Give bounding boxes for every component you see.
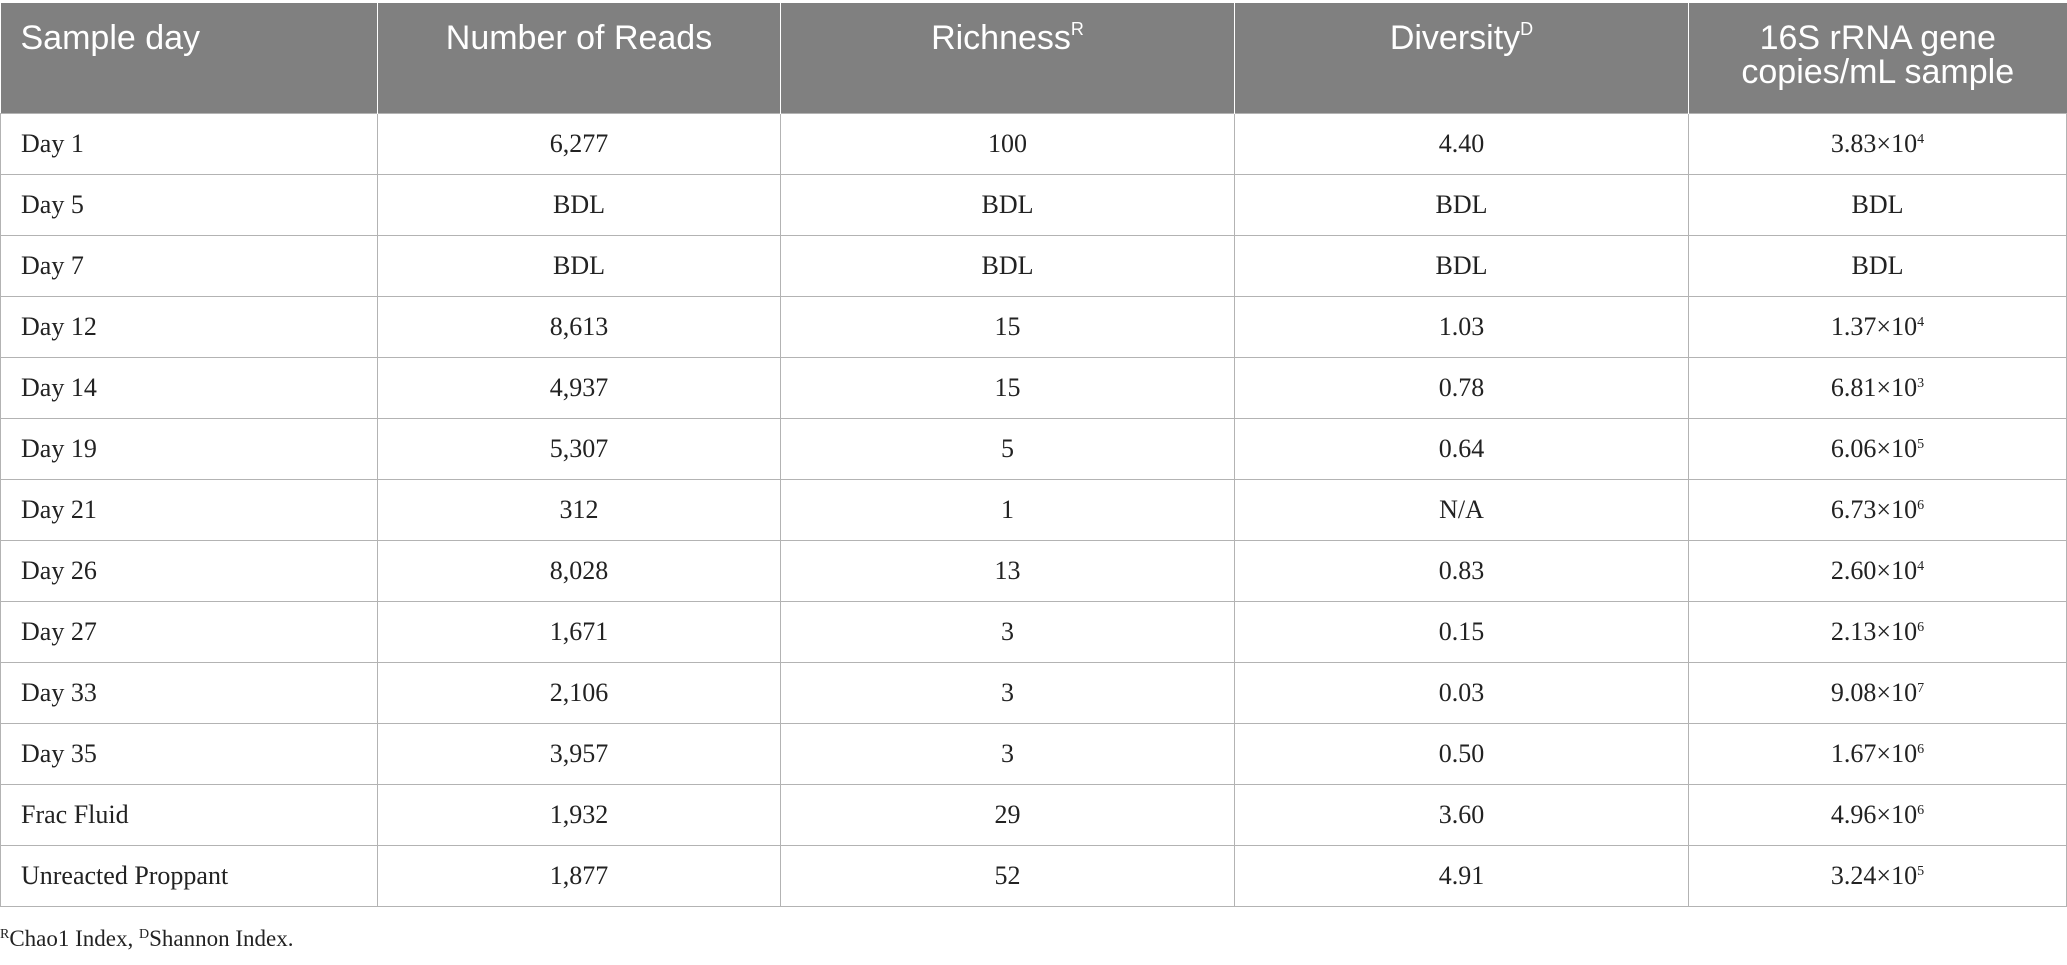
cell-gene-copies — [1689, 541, 2067, 602]
gene-copies-value: 9.08×10 — [1830, 678, 1918, 707]
cell-number-of-reads: 2,106 — [378, 663, 781, 724]
cell-gene-copies — [1689, 480, 2067, 541]
gene-copies-exponent: 6 — [1917, 498, 1925, 513]
table-row — [1, 358, 2067, 419]
cell-sample-day: Day 21 — [1, 480, 378, 541]
header-row — [1, 3, 2067, 114]
cell-number-of-reads: BDL — [378, 175, 781, 236]
cell-sample-day: Unreacted Proppant — [1, 846, 378, 907]
cell-diversity: N/A — [1235, 480, 1689, 541]
cell-number-of-reads: BDL — [378, 236, 781, 297]
gene-copies-exponent: 4 — [1917, 315, 1925, 330]
gene-copies-value: 6.73×10 — [1830, 495, 1918, 524]
cell-number-of-reads: 6,277 — [378, 114, 781, 175]
gene-copies-value: 2.60×10 — [1830, 556, 1918, 585]
header-number-of-reads — [378, 3, 781, 114]
header-text: Richness — [931, 19, 1071, 57]
header-richness — [781, 3, 1235, 114]
table-row — [1, 541, 2067, 602]
table-row — [1, 785, 2067, 846]
table-row — [1, 175, 2067, 236]
gene-copies-value: 6.81×10 — [1830, 373, 1918, 402]
gene-copies-value: 1.67×10 — [1830, 739, 1918, 768]
gene-copies-exponent: 5 — [1917, 437, 1925, 452]
cell-sample-day: Day 26 — [1, 541, 378, 602]
cell-sample-day: Day 1 — [1, 114, 378, 175]
gene-copies-value: BDL — [1851, 251, 1904, 280]
cell-gene-copies — [1689, 358, 2067, 419]
table-body — [1, 114, 2067, 907]
cell-number-of-reads: 4,937 — [378, 358, 781, 419]
footnote-text: Chao1 Index, — [9, 926, 140, 951]
cell-richness: BDL — [781, 236, 1235, 297]
cell-diversity: 0.15 — [1235, 602, 1689, 663]
header-text: Number of Reads — [445, 19, 713, 57]
cell-sample-day: Day 7 — [1, 236, 378, 297]
header-superscript: R — [1070, 19, 1084, 39]
cell-sample-day: Day 27 — [1, 602, 378, 663]
gene-copies-exponent: 4 — [1917, 559, 1925, 574]
header-text: Diversity — [1389, 19, 1521, 57]
cell-gene-copies — [1689, 175, 2067, 236]
cell-diversity: 0.50 — [1235, 724, 1689, 785]
header-diversity — [1235, 3, 1689, 114]
header-superscript: D — [1520, 19, 1534, 39]
cell-gene-copies — [1689, 419, 2067, 480]
cell-richness: 5 — [781, 419, 1235, 480]
gene-copies-exponent: 5 — [1917, 864, 1925, 879]
cell-diversity: 4.40 — [1235, 114, 1689, 175]
table-row — [1, 480, 2067, 541]
cell-gene-copies — [1689, 663, 2067, 724]
cell-number-of-reads: 1,932 — [378, 785, 781, 846]
gene-copies-exponent: 7 — [1917, 681, 1925, 696]
gene-copies-exponent: 4 — [1917, 132, 1925, 147]
gene-copies-value: 3.24×10 — [1830, 861, 1918, 890]
cell-sample-day: Day 5 — [1, 175, 378, 236]
cell-richness: 100 — [781, 114, 1235, 175]
cell-number-of-reads: 312 — [378, 480, 781, 541]
cell-diversity: 0.03 — [1235, 663, 1689, 724]
gene-copies-value: 6.06×10 — [1830, 434, 1918, 463]
footnote-text: Shannon Index. — [149, 926, 294, 951]
cell-sample-day: Day 33 — [1, 663, 378, 724]
gene-copies-exponent: 6 — [1917, 620, 1925, 635]
cell-gene-copies — [1689, 785, 2067, 846]
cell-richness: 52 — [781, 846, 1235, 907]
cell-diversity: 0.78 — [1235, 358, 1689, 419]
header-text: 16S rRNA gene copies/mL sample — [1741, 19, 2015, 91]
table-row — [1, 114, 2067, 175]
cell-diversity: 0.64 — [1235, 419, 1689, 480]
cell-number-of-reads: 1,877 — [378, 846, 781, 907]
gene-copies-value: 2.13×10 — [1830, 617, 1918, 646]
table-row — [1, 236, 2067, 297]
header-text: Sample day — [20, 19, 201, 57]
gene-copies-value: 4.96×10 — [1830, 800, 1918, 829]
cell-gene-copies — [1689, 602, 2067, 663]
table-row — [1, 419, 2067, 480]
cell-diversity: BDL — [1235, 175, 1689, 236]
cell-sample-day: Day 12 — [1, 297, 378, 358]
gene-copies-exponent: 6 — [1917, 803, 1925, 818]
cell-richness: BDL — [781, 175, 1235, 236]
cell-richness: 15 — [781, 358, 1235, 419]
cell-richness: 1 — [781, 480, 1235, 541]
cell-richness: 3 — [781, 602, 1235, 663]
cell-gene-copies — [1689, 724, 2067, 785]
cell-gene-copies — [1689, 297, 2067, 358]
footnote-superscript: R — [0, 927, 10, 942]
cell-number-of-reads: 8,613 — [378, 297, 781, 358]
cell-sample-day: Frac Fluid — [1, 785, 378, 846]
data-table — [0, 3, 2067, 907]
table-row — [1, 602, 2067, 663]
cell-diversity: BDL — [1235, 236, 1689, 297]
cell-richness: 3 — [781, 724, 1235, 785]
cell-richness: 13 — [781, 541, 1235, 602]
footnote-superscript: D — [139, 927, 150, 942]
gene-copies-exponent: 6 — [1917, 742, 1925, 757]
table-row — [1, 724, 2067, 785]
gene-copies-value: BDL — [1851, 190, 1904, 219]
cell-sample-day: Day 19 — [1, 419, 378, 480]
cell-diversity: 1.03 — [1235, 297, 1689, 358]
gene-copies-exponent: 3 — [1917, 376, 1925, 391]
data-table-wrapper — [0, 3, 2066, 907]
gene-copies-value: 1.37×10 — [1830, 312, 1918, 341]
cell-richness: 3 — [781, 663, 1235, 724]
gene-copies-value: 3.83×10 — [1830, 129, 1918, 158]
header-sample-day — [1, 3, 378, 114]
header-gene-copies — [1689, 3, 2067, 114]
cell-number-of-reads: 3,957 — [378, 724, 781, 785]
cell-gene-copies — [1689, 236, 2067, 297]
cell-number-of-reads: 8,028 — [378, 541, 781, 602]
cell-number-of-reads: 1,671 — [378, 602, 781, 663]
table-row — [1, 663, 2067, 724]
cell-sample-day: Day 14 — [1, 358, 378, 419]
table-row — [1, 846, 2067, 907]
cell-richness: 29 — [781, 785, 1235, 846]
cell-diversity: 3.60 — [1235, 785, 1689, 846]
cell-gene-copies — [1689, 846, 2067, 907]
cell-sample-day: Day 35 — [1, 724, 378, 785]
cell-number-of-reads: 5,307 — [378, 419, 781, 480]
cell-diversity: 4.91 — [1235, 846, 1689, 907]
table-row — [1, 297, 2067, 358]
cell-richness: 15 — [781, 297, 1235, 358]
table-footnote — [0, 926, 294, 952]
cell-gene-copies — [1689, 114, 2067, 175]
cell-diversity: 0.83 — [1235, 541, 1689, 602]
